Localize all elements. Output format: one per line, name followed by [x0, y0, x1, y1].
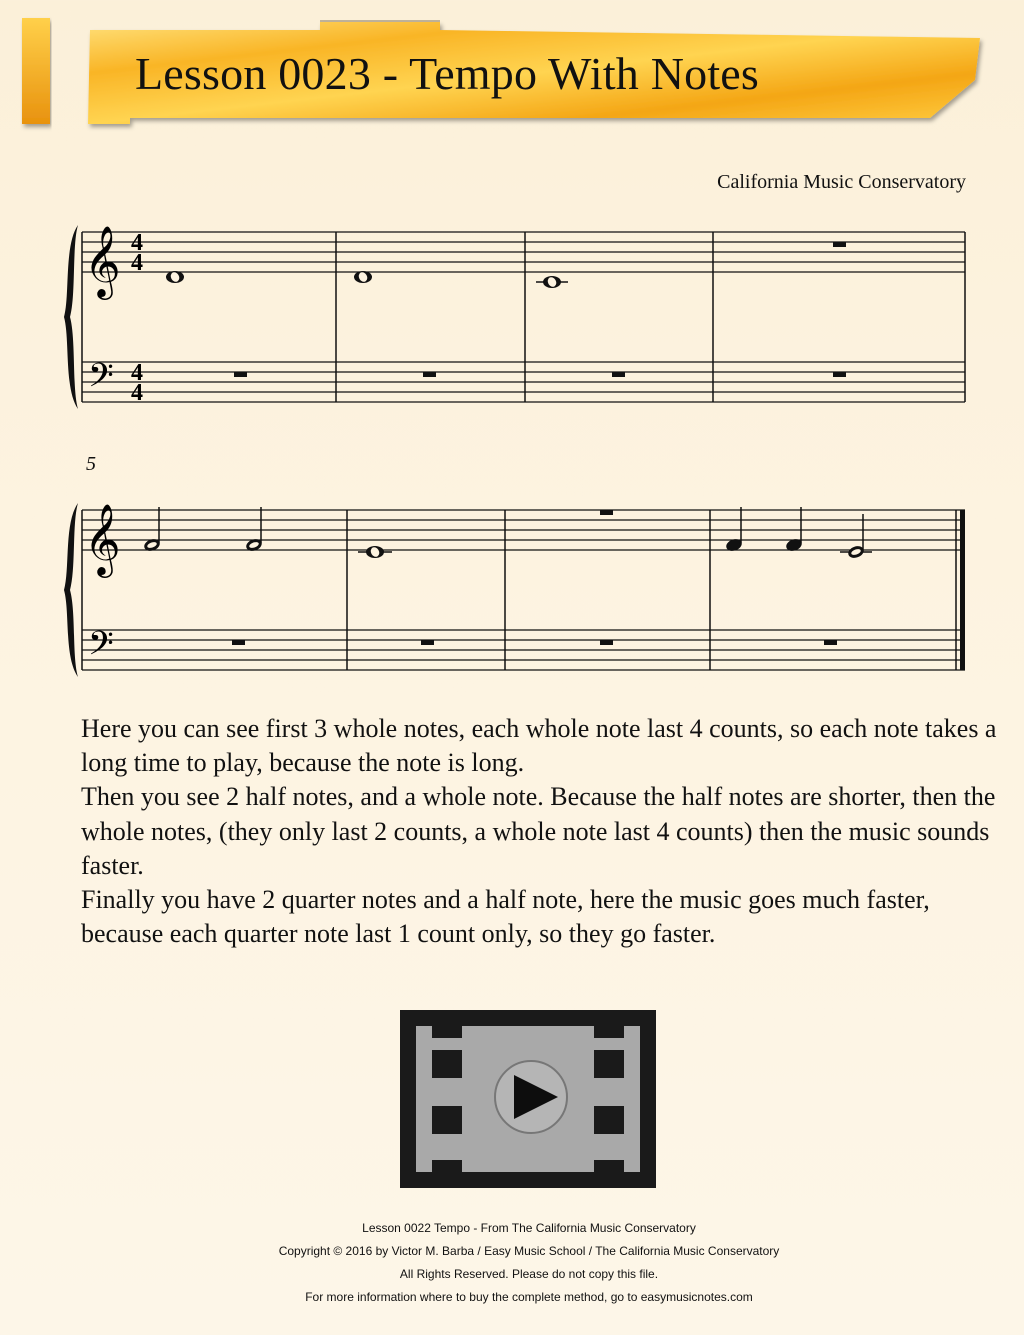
lesson-description — [81, 712, 1001, 951]
whole-rest — [833, 372, 846, 377]
half-note-3 — [840, 514, 872, 560]
brace — [64, 225, 78, 409]
time-sig-bottom-bass: 4 — [131, 380, 143, 406]
whole-rest — [833, 242, 846, 247]
whole-rest — [234, 372, 247, 377]
measure-number: 5 — [86, 453, 96, 475]
footer — [0, 1217, 1024, 1309]
page-title: Lesson 0023 - Tempo With Notes — [135, 48, 760, 99]
bass-clef: 𝄢 — [88, 625, 114, 671]
final-barline — [960, 510, 965, 670]
whole-rest — [824, 640, 837, 645]
score-system-1 — [60, 205, 970, 415]
score-system-2 — [60, 450, 970, 685]
footer-more-info: For more information where to buy the complete method, go to easymusicnotes.com — [305, 1290, 753, 1304]
film-play-icon — [495, 1061, 567, 1133]
description-paragraph-2: Then you see 2 half notes, and a whole note. Because the half notes are shorter, then the whole notes, (they only last 2 counts, a whole note last 4 counts) then the music sounds faster. — [81, 782, 996, 880]
whole-rest — [421, 640, 434, 645]
whole-note-3 — [536, 276, 568, 289]
whole-note-4 — [358, 546, 392, 559]
brace — [64, 503, 78, 677]
footer-copyright: Copyright © 2016 by Victor M. Barba / Easy Music School / The California Music Conservatory — [278, 1244, 780, 1258]
description-paragraph-1: Here you can see first 3 whole notes, each whole note last 4 counts, so each note takes a long time to play, because the note is long. — [81, 714, 997, 778]
treble-clef: 𝄞 — [84, 502, 121, 575]
time-sig-bottom: 4 — [131, 250, 143, 276]
footer-line-1: Lesson 0022 Tempo - From The California Music Conservatory — [362, 1221, 696, 1235]
time-sig-top: 4 — [131, 230, 143, 256]
description-paragraph-3: Finally you have 2 quarter notes and a half note, here the music goes much faster, because each quarter note last 1 count only, so they go faster. — [81, 885, 930, 949]
whole-rest — [600, 640, 613, 645]
bass-clef: 𝄢 — [88, 357, 114, 403]
time-sig-top-bass: 4 — [131, 360, 143, 386]
publisher-name: California Music Conservatory — [717, 171, 966, 193]
footer-rights: All Rights Reserved. Please do not copy this file. — [399, 1267, 659, 1281]
whole-rest — [600, 510, 613, 515]
whole-rest — [232, 640, 245, 645]
video-play-button[interactable] — [400, 1010, 656, 1188]
whole-rest — [612, 372, 625, 377]
whole-rest — [423, 372, 436, 377]
banner-side-bar — [22, 18, 50, 124]
treble-clef: 𝄞 — [84, 224, 121, 297]
